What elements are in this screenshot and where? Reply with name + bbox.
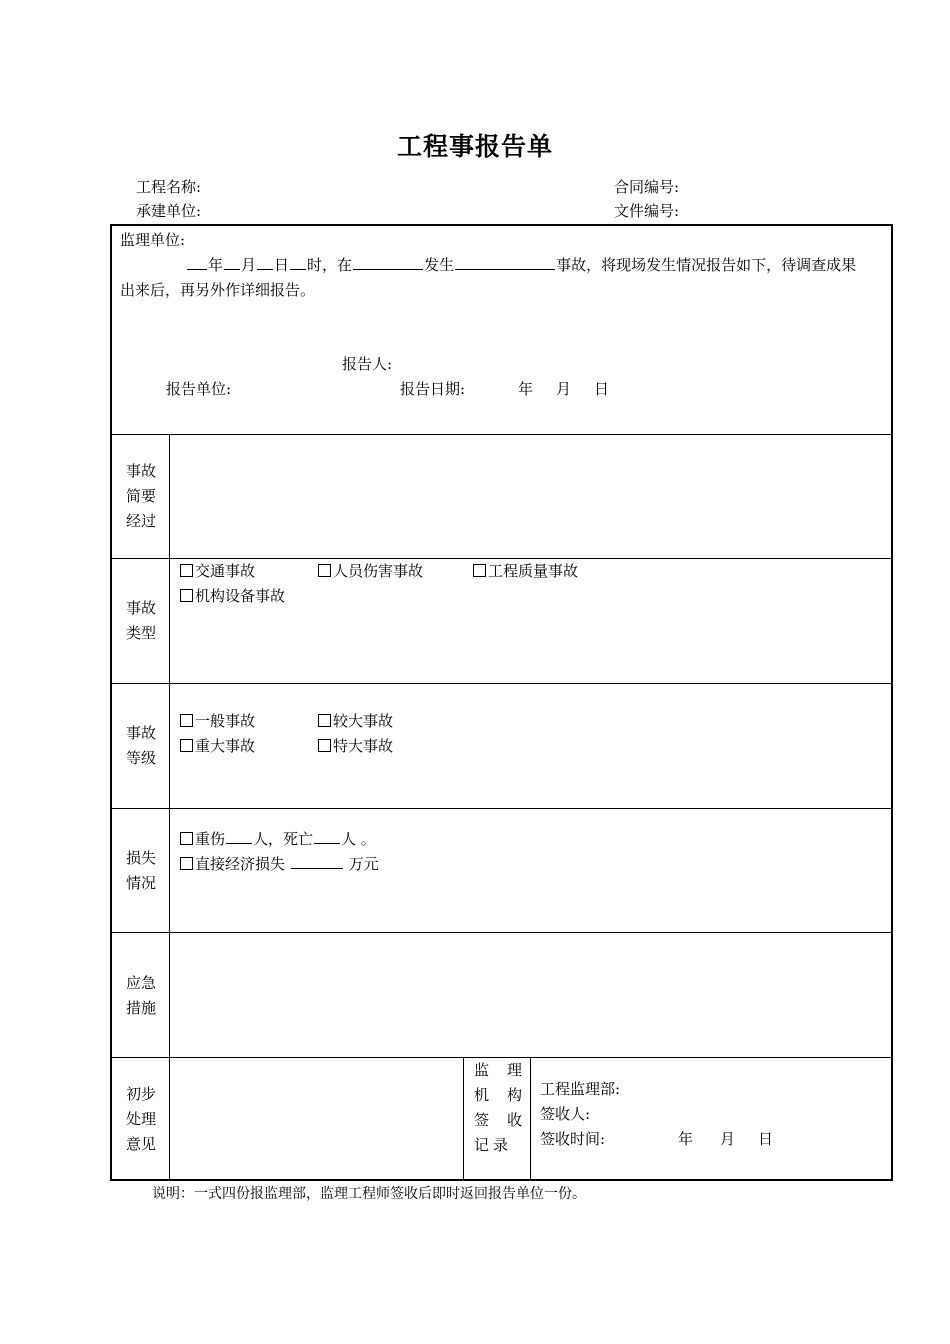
report-sentence-line2: 出来后，再另外作详细报告。 (120, 281, 316, 299)
divider (112, 683, 891, 684)
initial-opinion-label: 初步 处理 意见 (125, 1085, 156, 1153)
receive-time-label: 签收时间: (540, 1130, 606, 1148)
receive-time-year: 年 (678, 1130, 694, 1148)
checkbox-icon[interactable] (180, 714, 193, 727)
loss-casualty[interactable]: 重伤 人，死亡 人 。 (180, 827, 376, 852)
file-no-label: 文件编号: (614, 202, 680, 220)
checkbox-icon[interactable] (180, 832, 193, 845)
report-date-label: 报告日期: (400, 380, 466, 398)
level-option-extraordinary[interactable]: 特大事故 (318, 734, 393, 759)
supervisor-unit-label: 监理单位: (120, 231, 186, 249)
report-form (110, 224, 893, 1181)
receive-time-day: 日 (758, 1130, 774, 1148)
project-name-label: 工程名称: (136, 178, 202, 196)
page-title: 工程事报告单 (396, 132, 553, 161)
checkbox-icon[interactable] (180, 857, 193, 870)
report-date-month: 月 (556, 380, 572, 398)
receive-time-month: 月 (720, 1130, 736, 1148)
divider (169, 434, 170, 1179)
type-option-equipment[interactable]: 机构设备事故 (180, 584, 285, 609)
sign-record-label: 监 理 机 构 签 收 记 录 (474, 1061, 522, 1154)
type-label: 事故 类型 (125, 599, 156, 642)
reporter-label: 报告人: (342, 355, 393, 373)
report-date-year: 年 (518, 380, 534, 398)
divider (530, 1057, 531, 1179)
supervision-dept-label: 工程监理部: (540, 1080, 621, 1098)
checkbox-icon[interactable] (180, 564, 193, 577)
type-option-traffic[interactable]: 交通事故 (180, 559, 255, 584)
checkbox-icon[interactable] (180, 589, 193, 602)
report-sentence: 年 月 日 时，在 发生 事故，将现场发生情况报告如下，待调查成果 (186, 253, 856, 278)
divider (112, 808, 891, 809)
divider (112, 932, 891, 933)
checkbox-icon[interactable] (318, 714, 331, 727)
report-unit-label: 报告单位: (166, 380, 232, 398)
type-option-injury[interactable]: 人员伤害事故 (318, 559, 423, 584)
report-date-day: 日 (594, 380, 610, 398)
level-label: 事故 等级 (125, 724, 156, 767)
level-option-serious[interactable]: 重大事故 (180, 734, 255, 759)
summary-label: 事故 简要 经过 (125, 462, 156, 530)
loss-label: 损失 情况 (125, 849, 156, 892)
type-option-quality[interactable]: 工程质量事故 (473, 559, 578, 584)
level-option-general[interactable]: 一般事故 (180, 709, 255, 734)
checkbox-icon[interactable] (473, 564, 486, 577)
level-option-major[interactable]: 较大事故 (318, 709, 393, 734)
divider (112, 434, 891, 435)
footnote: 说明：一式四份报监理部，监理工程师签收后即时返回报告单位一份。 (152, 1186, 586, 1202)
loss-economic[interactable]: 直接经济损失 万元 (180, 852, 379, 877)
checkbox-icon[interactable] (318, 564, 331, 577)
contractor-label: 承建单位: (136, 202, 202, 220)
emergency-label: 应急 措施 (125, 974, 156, 1017)
receiver-label: 签收人: (540, 1105, 591, 1123)
checkbox-icon[interactable] (318, 739, 331, 752)
checkbox-icon[interactable] (180, 739, 193, 752)
contract-no-label: 合同编号: (614, 178, 680, 196)
